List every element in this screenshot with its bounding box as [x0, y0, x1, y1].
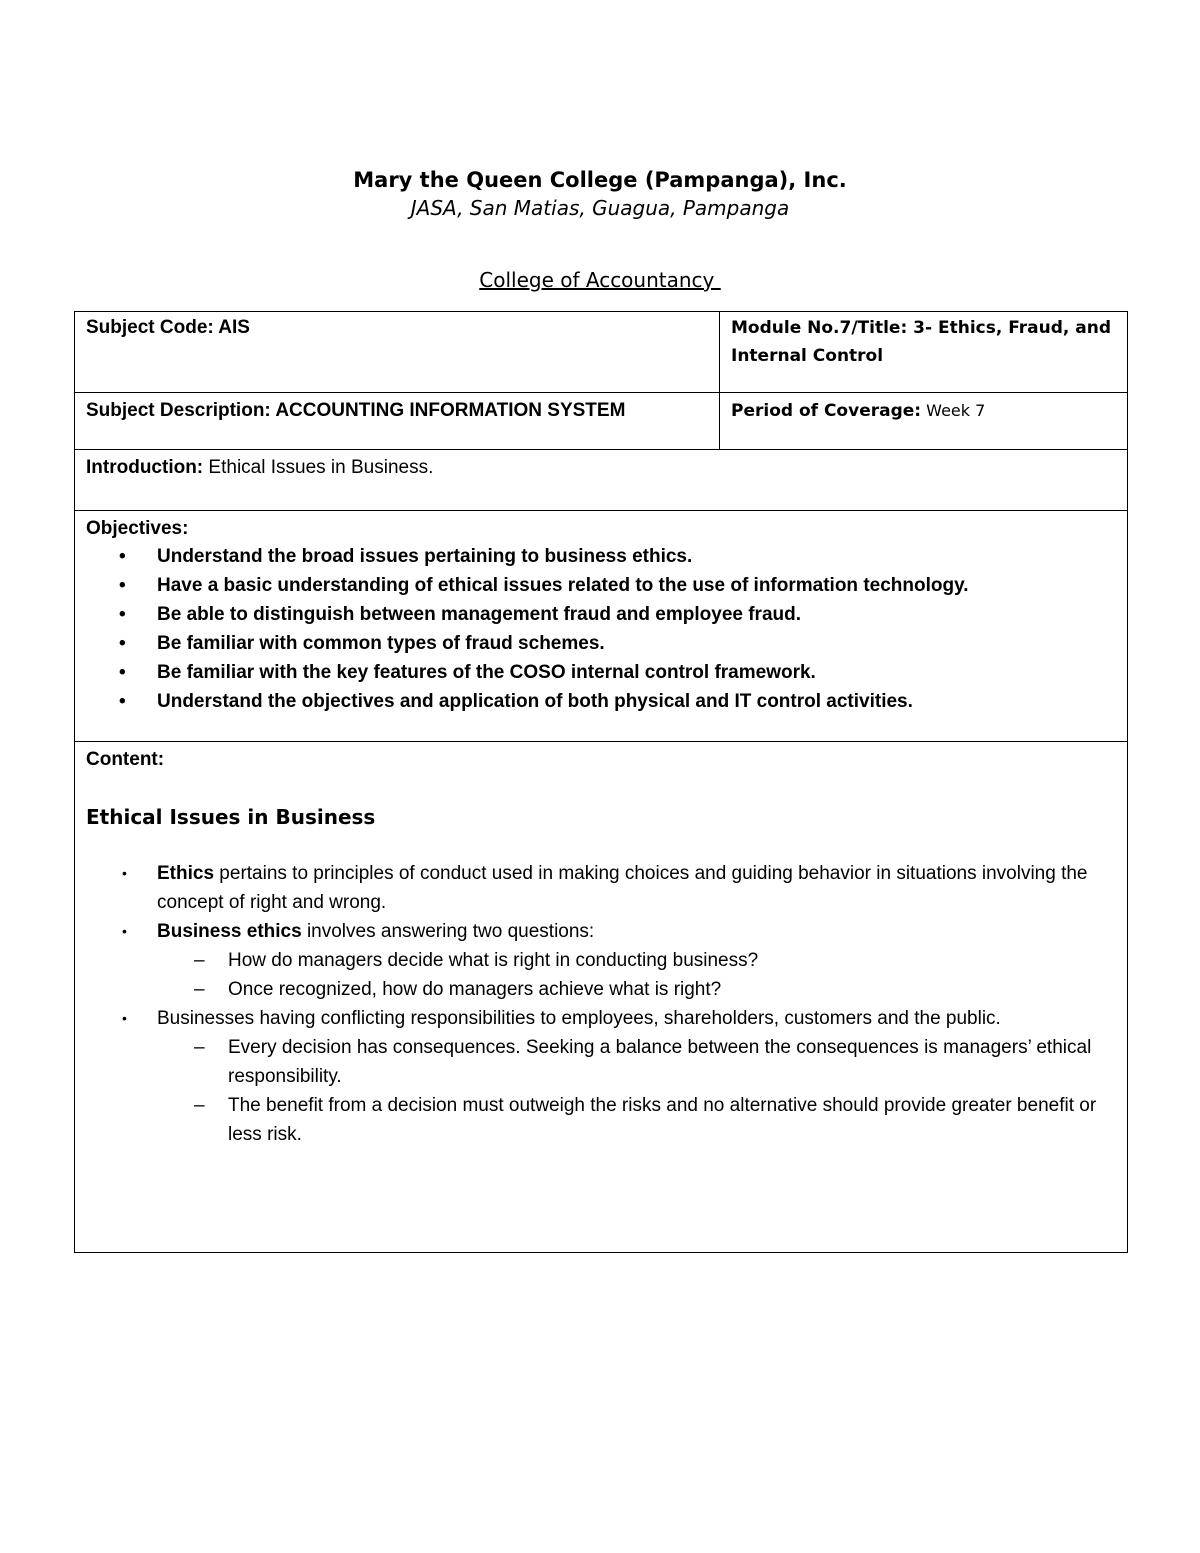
content-list — [86, 859, 1116, 1149]
subject-description-label: Subject Description: ACCOUNTING INFORMATION SYSTEM — [86, 400, 626, 421]
objectives-cell — [75, 511, 1128, 742]
college-title-text: College of Accountancy — [479, 268, 721, 292]
content-heading: Ethical Issues in Business — [86, 805, 376, 829]
list-item: • Have a basic understanding of ethical issues related to the use of information technology. — [86, 571, 1116, 600]
period-cell — [720, 393, 1128, 450]
list-item — [86, 859, 1116, 917]
table-row — [75, 742, 1128, 1253]
list-item: • Understand the objectives and application of both physical and IT control activities. — [86, 687, 1116, 716]
business-ethics-term: Business ethics — [157, 921, 302, 942]
list-item — [86, 1004, 1116, 1149]
table-row — [75, 450, 1128, 511]
sub-list-item: – Every decision has consequences. Seeking a balance between the consequences is managers’ ethical responsibility. — [157, 1033, 1116, 1091]
subject-code-label: Subject Code: AIS — [86, 317, 250, 338]
content-cell — [75, 742, 1128, 1253]
module-table — [74, 311, 1128, 1253]
content-label: Content: — [86, 749, 165, 770]
period-label: Period of Coverage: — [731, 401, 922, 421]
table-row — [75, 511, 1128, 742]
list-item: • Be familiar with the key features of the COSO internal control framework. — [86, 658, 1116, 687]
objectives-list — [86, 542, 1116, 716]
module-cell — [720, 312, 1128, 393]
sub-list-item: – The benefit from a decision must outweigh the risks and no alternative should provide greater benefit or less risk. — [157, 1091, 1116, 1149]
introduction-cell — [75, 450, 1128, 511]
list-item: • Be familiar with common types of fraud schemes. — [86, 629, 1116, 658]
sub-list-item: – Once recognized, how do managers achieve what is right? — [157, 975, 1116, 1004]
period-value: Week 7 — [921, 401, 986, 420]
introduction-value: Ethical Issues in Business. — [203, 457, 434, 478]
list-item: • Be able to distinguish between management fraud and employee fraud. — [86, 600, 1116, 629]
list-item — [86, 917, 1116, 1004]
module-title: Module No.7/Title: 3- Ethics, Fraud, and Internal Control — [731, 318, 1111, 366]
responsibilities-text: Businesses having conflicting responsibilities to employees, shareholders, customers and the public. — [157, 1008, 1001, 1029]
subject-code-cell — [75, 312, 720, 393]
table-row — [75, 312, 1128, 393]
school-name: Mary the Queen College (Pampanga), Inc. — [353, 168, 847, 192]
sub-list — [157, 1033, 1116, 1149]
ethics-term: Ethics — [157, 863, 215, 884]
sub-list-item: – How do managers decide what is right in conducting business? — [157, 946, 1116, 975]
introduction-label: Introduction: — [86, 457, 204, 478]
table-row — [75, 393, 1128, 450]
list-item: • Understand the broad issues pertaining to business ethics. — [86, 542, 1116, 571]
objectives-label: Objectives: — [86, 518, 189, 539]
college-title — [0, 266, 1200, 294]
sub-list — [157, 946, 1116, 1004]
business-ethics-definition: involves answering two questions: — [301, 921, 595, 942]
school-address: JASA, San Matias, Guagua, Pampanga — [410, 196, 790, 220]
ethics-definition: pertains to principles of conduct used in making choices and guiding behavior in situations involving the concept of right and wrong. — [157, 863, 1088, 913]
subject-description-cell — [75, 393, 720, 450]
